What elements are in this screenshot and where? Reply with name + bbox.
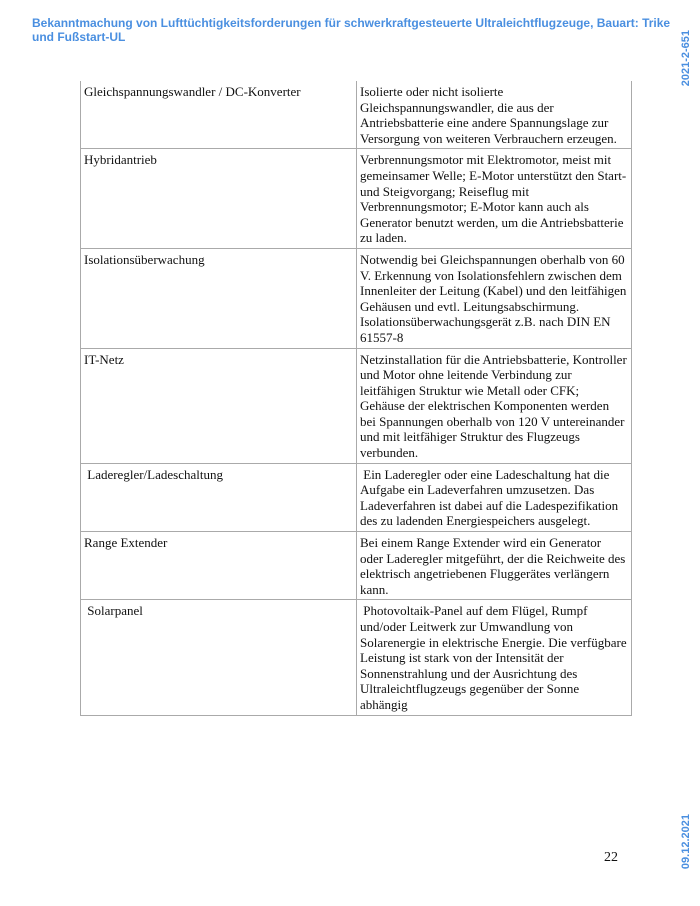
page-number: 22 bbox=[604, 850, 618, 865]
description-cell: Notwendig bei Gleichspannungen oberhalb von 60 V. Erkennung von Isolationsfehlern zwischen dem Innenleiter der Leitung (Kabel) und den leitfähigen Gehäusen und evtl. Leitungsabschirmung. Isolationsüberwachungsgerät z.B. nach DIN EN 61557-8 bbox=[357, 248, 632, 348]
definitions-table bbox=[80, 81, 632, 716]
term-cell: Laderegler/Ladeschaltung bbox=[81, 463, 357, 531]
description-cell: Ein Laderegler oder eine Ladeschaltung hat die Aufgabe ein Ladeverfahren umzusetzen. Das Ladeverfahren ist dabei auf die Ladespezifikation des zu ladenden Energiespeichers ausgelegt. bbox=[357, 463, 632, 531]
term-cell: IT-Netz bbox=[81, 348, 357, 463]
term-cell: Gleichspannungswandler / DC-Konverter bbox=[81, 81, 357, 149]
table-row bbox=[81, 149, 632, 249]
table-row bbox=[81, 600, 632, 715]
term-cell: Solarpanel bbox=[81, 600, 357, 715]
table-row bbox=[81, 463, 632, 531]
table-row bbox=[81, 348, 632, 463]
term-cell: Isolationsüberwachung bbox=[81, 248, 357, 348]
description-cell: Bei einem Range Extender wird ein Generator oder Laderegler mitgeführt, der die Reichweite des elektrisch angetriebenen Fluggerätes verlängern kann. bbox=[357, 532, 632, 600]
description-cell: Isolierte oder nicht isolierte Gleichspannungswandler, die aus der Antriebsbatterie eine andere Spannungslage zur Versorgung von weiteren Verbrauchern erzeugen. bbox=[357, 81, 632, 149]
description-cell: Netzinstallation für die Antriebsbatterie, Kontroller und Motor ohne leitende Verbindung zur leitfähigen Struktur wie Metall oder CFK; Gehäuse der elektrischen Komponenten werden bei Spannungen oberhalb von 120 V untereinander und mit leitfähiger Struktur des Flugzeugs verbunden. bbox=[357, 348, 632, 463]
side-reference-number: 2021-2-651 bbox=[680, 30, 692, 87]
term-cell: Hybridantrieb bbox=[81, 149, 357, 249]
side-date: 09.12.2021 bbox=[680, 814, 692, 870]
table-row bbox=[81, 81, 632, 149]
table-row bbox=[81, 532, 632, 600]
term-cell: Range Extender bbox=[81, 532, 357, 600]
description-cell: Photovoltaik-Panel auf dem Flügel, Rumpf und/oder Leitwerk zur Umwandlung von Solarenergie in elektrische Energie. Die verfügbare Leistung ist stark von der Intensität der Sonnenstrahlung und der Ausrichtung des Ultraleichtflugzeugs gegenüber der Sonne abhängig bbox=[357, 600, 632, 715]
document-header-title: Bekanntmachung von Lufttüchtigkeitsforderungen für schwerkraftgesteuerte Ultraleichtflugzeuge, Bauart: Trike und Fußstart-UL bbox=[32, 16, 671, 44]
table-row bbox=[81, 248, 632, 348]
description-cell: Verbrennungsmotor mit Elektromotor, meist mit gemeinsamer Welle; E-Motor unterstützt den Start- und Steigvorgang; Reiseflug mit Verbrennungsmotor; E-Motor kann auch als Generator benutzt werden, um die Antriebsbatterie zu laden. bbox=[357, 149, 632, 249]
